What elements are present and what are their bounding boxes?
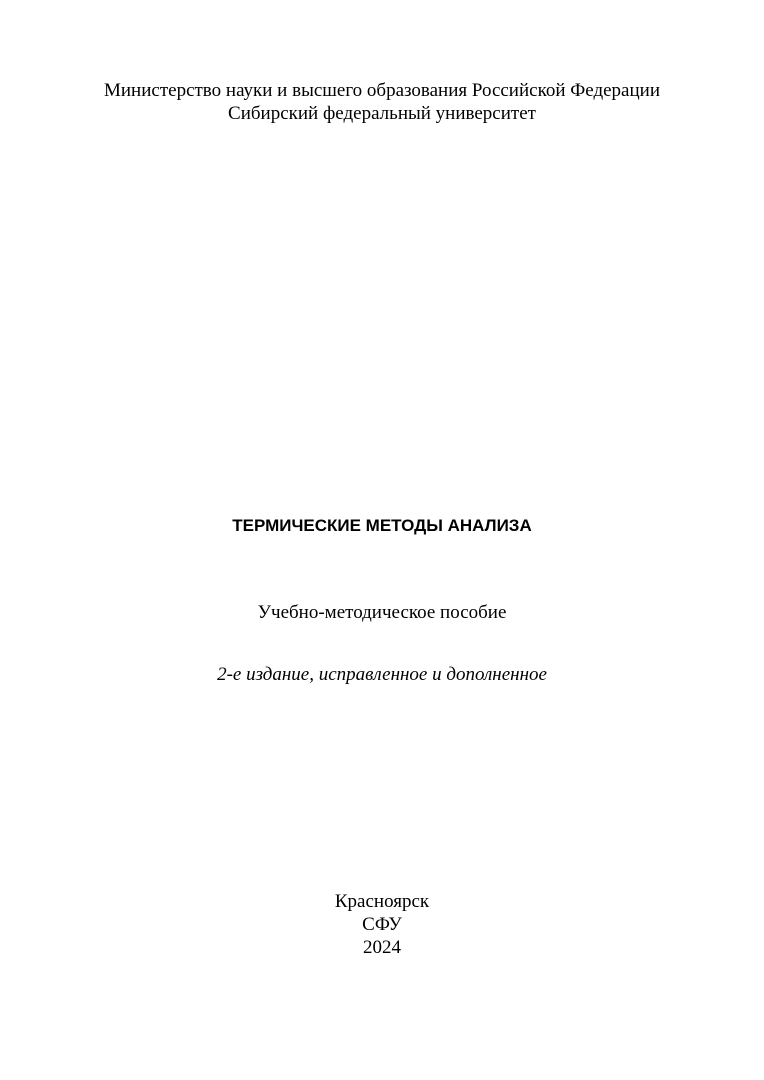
imprint-year: 2024: [363, 937, 401, 958]
imprint-city: Красноярск: [334, 891, 430, 912]
imprint-publisher: СФУ: [362, 914, 402, 935]
ministry-name: Министерство науки и высшего образования Российской Федерации: [104, 80, 660, 101]
edition-note: 2-е издание, исправленное и дополненное: [217, 664, 547, 685]
university-name: Сибирский федеральный университет: [228, 103, 536, 124]
document-title: ТЕРМИЧЕСКИЕ МЕТОДЫ АНАЛИЗА: [232, 516, 532, 535]
document-subtitle: Учебно-методическое пособие: [257, 602, 507, 623]
